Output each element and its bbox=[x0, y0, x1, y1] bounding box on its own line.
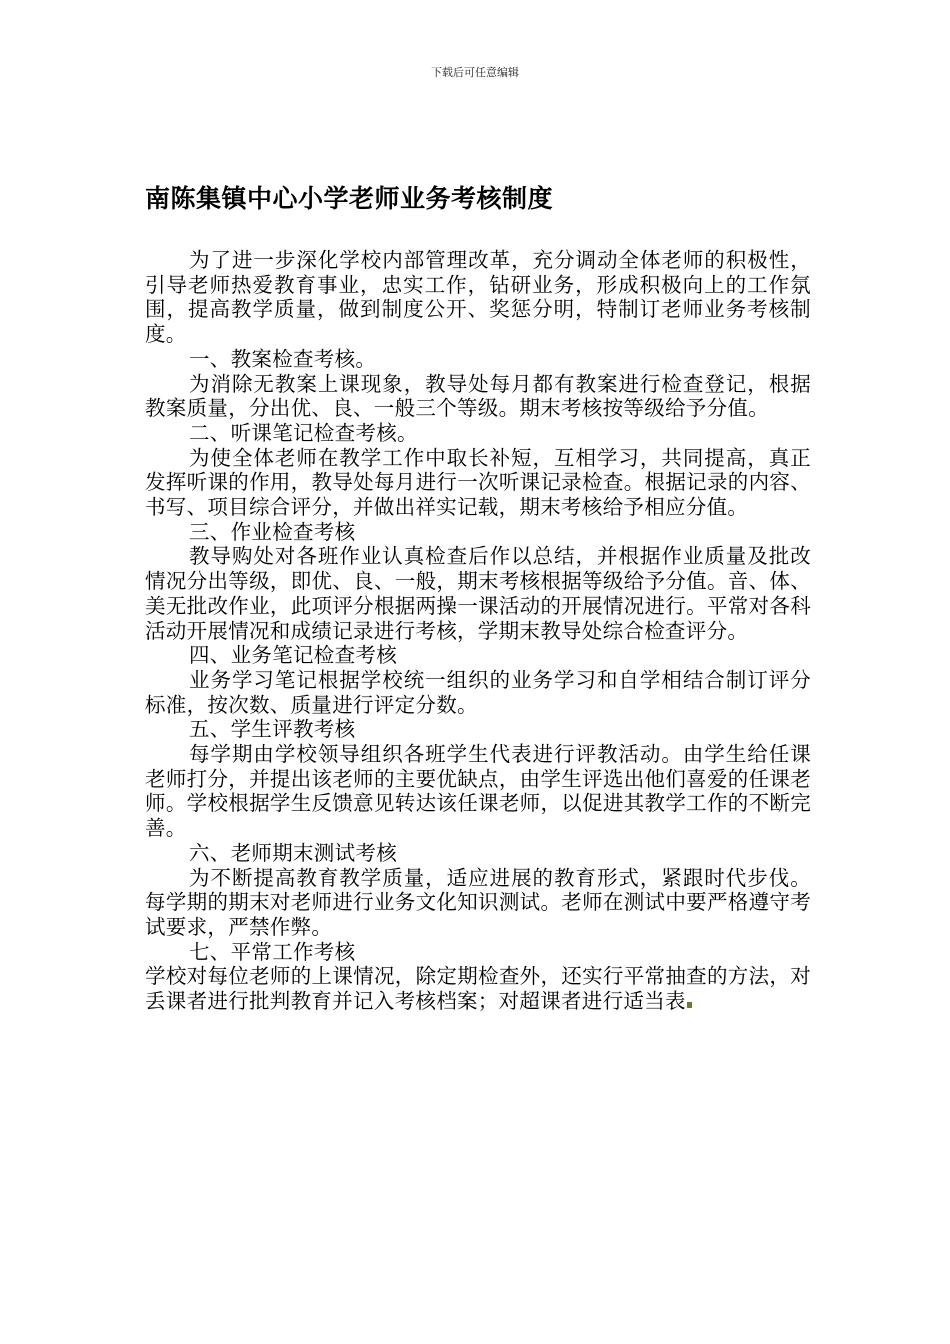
section-heading-1: 一、教案检查考核。 bbox=[189, 346, 377, 371]
section-heading-5: 五、学生评教考核 bbox=[189, 717, 356, 742]
section-heading-6: 六、老师期末测试考核 bbox=[189, 840, 397, 865]
end-of-text-marker bbox=[687, 1002, 692, 1008]
section-body-1: 为消除无教案上课现象，教导处每月都有教案进行检查登记，根据教案质量，分出优、良、一般三个等级。期末考核按等级给予分值。 bbox=[145, 371, 811, 421]
page-header: 下载后可任意编辑 bbox=[431, 66, 519, 79]
section-heading-2: 二、听课笔记检查考核。 bbox=[189, 420, 418, 445]
document-body bbox=[145, 248, 811, 1014]
section-body-5: 每学期由学校领导组织各班学生代表进行评教活动。由学生给任课老师打分，并提出该老师的主要优缺点，由学生评选出他们喜爱的任课老师。学校根据学生反馈意见转达该任课老师，以促进其教学工作的不断完善。 bbox=[145, 742, 811, 841]
section-heading-3: 三、作业检查考核 bbox=[189, 519, 356, 544]
document-title: 南陈集镇中心小学老师业务考核制度 bbox=[145, 184, 554, 213]
section-body-7 bbox=[145, 964, 811, 1013]
section-body-2: 为使全体老师在教学工作中取长补短，互相学习，共同提高，真正发挥听课的作用，教导处每月进行一次听课记录检查。根据记录的内容、书写、项目综合评分，并做出祥实记载，期末考核给予相应分值。 bbox=[145, 445, 811, 520]
section-body-3: 教导购处对各班作业认真检查后作以总结，并根据作业质量及批改情况分出等级，即优、良、一般，期末考核根据等级给予分值。音、体、美无批改作业，此项评分根据两操一课活动的开展情况进行。平常对各科活动开展情况和成绩记录进行考核，学期末教导处综合检查评分。 bbox=[145, 544, 811, 643]
section-heading-7: 七、平常工作考核 bbox=[189, 939, 356, 964]
section-body-7-text: 学校对每位老师的上课情况，除定期检查外，还实行平常抽查的方法，对丢课者进行批判教育并记入考核档案；对超课者进行适当表 bbox=[145, 964, 811, 1014]
section-heading-4: 四、业务笔记检查考核 bbox=[189, 643, 397, 668]
intro-paragraph: 为了进一步深化学校内部管理改革，充分调动全体老师的积极性，引导老师热爱教育事业，忠实工作，钻研业务，形成积极向上的工作氛围，提高教学质量，做到制度公开、奖惩分明，特制订老师业务考核制度。 bbox=[145, 248, 811, 347]
section-body-4: 业务学习笔记根据学校统一组织的业务学习和自学相结合制订评分标准，按次数、质量进行评定分数。 bbox=[145, 667, 811, 717]
section-body-6: 为不断提高教育教学质量，适应进展的教育形式，紧跟时代步伐。每学期的期末对老师进行业务文化知识测试。老师在测试中要严格遵守考试要求，严禁作弊。 bbox=[145, 865, 811, 939]
